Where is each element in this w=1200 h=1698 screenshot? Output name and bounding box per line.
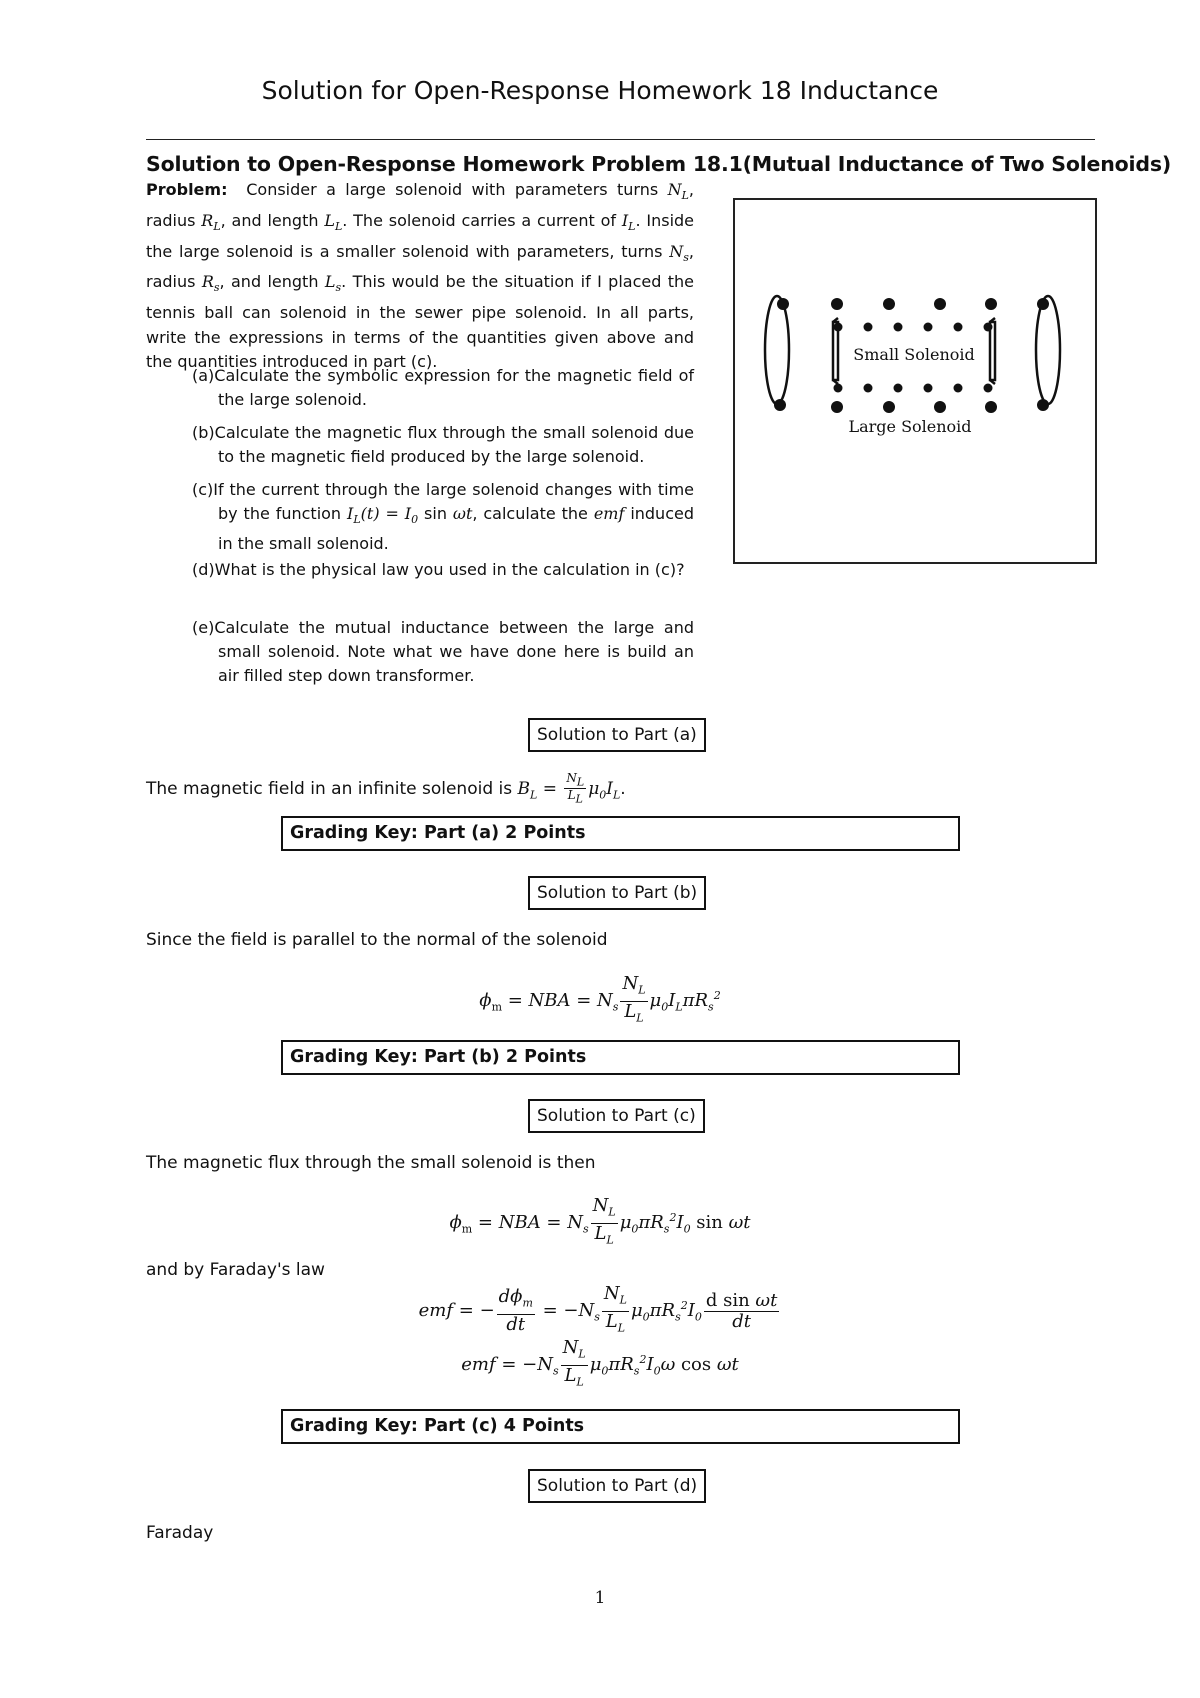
problem-text-2: , radius <box>146 180 695 230</box>
solution-a-text: The magnetic field in an infinite solenoid is $B_L$ = $\frac{N_L}{L_L}$ $\mu_0I_L$. <box>146 771 626 806</box>
equation-flux-b: $\phi_m$ = NBA = $N_s$ $\frac{N_L}{L_L}$ $\mu_0I_L\pi R_s^2$ <box>479 973 721 1025</box>
part-item-c: (c)If the current through the large solenoid changes with time by the function $I_L(t) = I_0$ sin ωt, calculate the emf induced in the small solenoid. <box>192 480 694 554</box>
equation-flux-c: $\phi_m$ = NBA = $N_s$ $\frac{N_L}{L_L}$ $\mu_0\pi R_s^2I_0$ sin ωt <box>449 1195 751 1247</box>
page-number: 1 <box>594 1588 606 1608</box>
problem-text-8: . This would be the situation if I placed the tennis ball can solenoid in the sewer pipe solenoid. In all parts, write the expressions in terms of the quantities given above and the quantities introduced in part (c). <box>146 272 694 372</box>
solution-b-box: Solution to Part (b) <box>528 876 706 910</box>
part-item-d: (d)What is the physical law you used in the calculation in (c)? <box>192 560 685 579</box>
solution-d-text: Faraday <box>146 1523 214 1543</box>
problem-text-5: . Inside the large solenoid is a smaller solenoid with parameters, turns <box>146 210 695 261</box>
solution-c-text-2: and by Faraday's law <box>146 1260 325 1280</box>
solution-c-box: Solution to Part (c) <box>528 1099 705 1133</box>
part-item-b: (b)Calculate the magnetic flux through the small solenoid due to the magnetic field produced by the large solenoid. <box>192 423 694 466</box>
solution-c-text: The magnetic flux through the small solenoid is then <box>146 1153 596 1173</box>
title-divider <box>146 139 1095 140</box>
problem-label: Problem: <box>146 180 228 199</box>
equation-emf-2: emf = $-N_s$ $\frac{N_L}{L_L}$ $\mu_0\pi R_s^2I_0\omega$ cos ωt <box>461 1337 739 1389</box>
grading-key-a: Grading Key: Part (a) 2 Points <box>281 816 960 851</box>
problem-text-3: , and length <box>220 210 319 230</box>
large-solenoid-label: Large Solenoid <box>848 417 972 436</box>
problem-text-1: Consider a large solenoid with parameters turns <box>246 180 659 199</box>
part-item-a: (a)Calculate the symbolic expression for the magnetic field of the large solenoid. <box>192 366 694 409</box>
small-solenoid-label: Small Solenoid <box>853 345 975 364</box>
part-item-e: (e)Calculate the mutual inductance between the large and small solenoid. Note what we have done here is build an air filled step down transformer. <box>192 618 694 685</box>
problem-text-4: . The solenoid carries a current of <box>342 210 616 230</box>
problem-statement: Problem: Consider a large solenoid with parameters turns $N_L$, radius $R_L$, and length $L_L$. The solenoid carries a current of $I_L$. Inside the large solenoid is a smaller solenoid with parameters, turns $N_s$, radius $R_s$, and length $L_s$. This would be the situation if I placed the tennis ball can solenoid in the sewer pipe solenoid. In all parts, write the expressions in terms of the quantities given above and the quantities introduced in part (c). <box>146 180 695 372</box>
solenoid-diagram <box>735 200 1094 561</box>
solution-a-box: Solution to Part (a) <box>528 718 706 752</box>
solution-b-text: Since the field is parallel to the normal of the solenoid <box>146 930 608 950</box>
problem-text-6: , radius <box>146 241 694 292</box>
solenoid-figure <box>733 198 1097 564</box>
page-title: Solution for Open-Response Homework 18 Inductance <box>261 76 939 105</box>
solution-d-box: Solution to Part (d) <box>528 1469 706 1503</box>
grading-key-c: Grading Key: Part (c) 4 Points <box>281 1409 960 1444</box>
equation-emf-1: emf = − $\frac{d\phi_m}{dt}$ = $-N_s$ $\frac{N_L}{L_L}$ $\mu_0\pi R_s^2I_0$ $\frac{\text{d sin ωt}}{dt}$ <box>418 1283 778 1335</box>
problem-text-7: , and length <box>219 272 319 292</box>
grading-key-b: Grading Key: Part (b) 2 Points <box>281 1040 960 1075</box>
problem-heading: Solution to Open-Response Homework Problem 18.1(Mutual Inductance of Two Solenoids) <box>146 152 1172 176</box>
